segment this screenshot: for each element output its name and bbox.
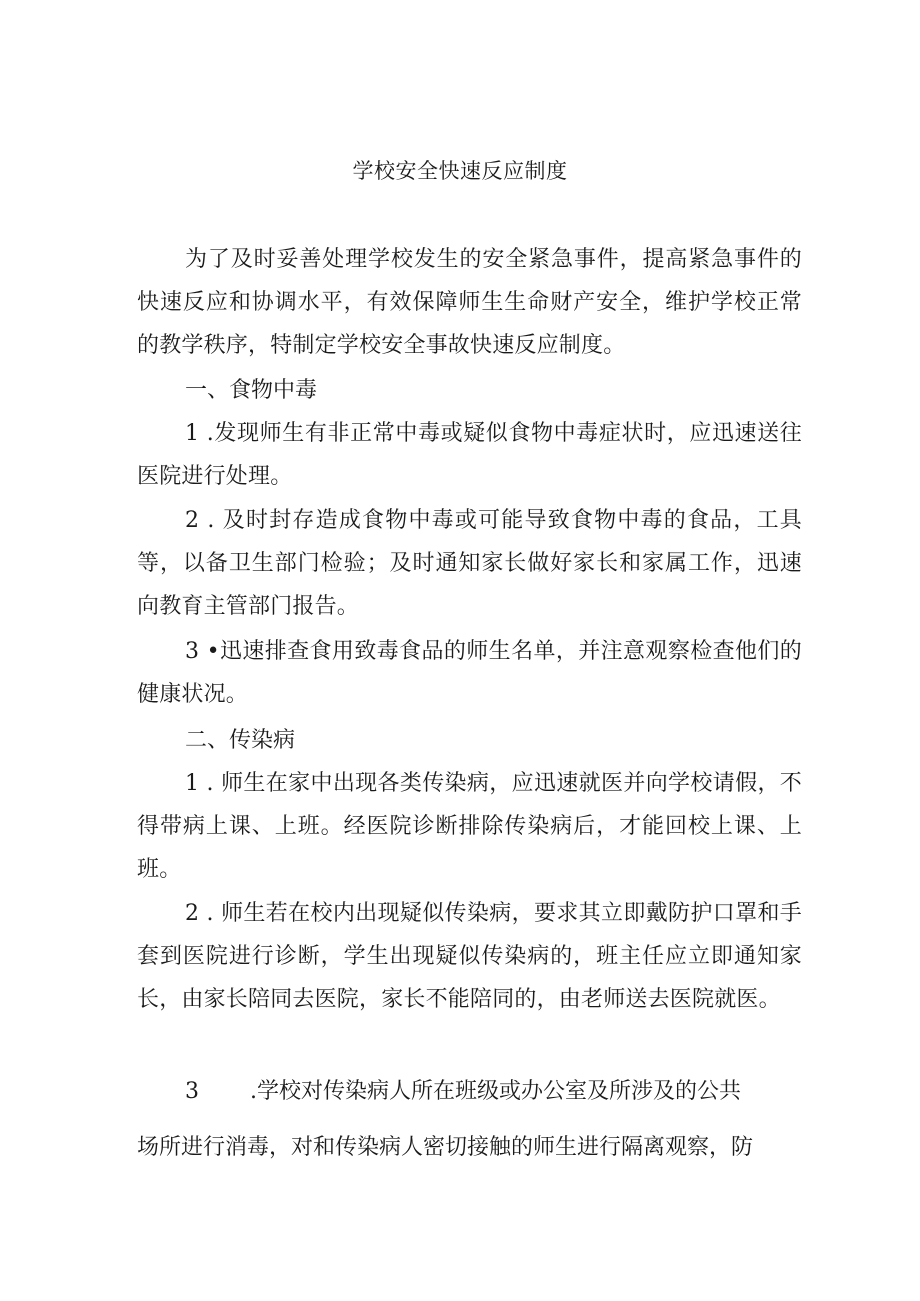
- food-poisoning-item-3: 3 •迅速排查食用致毒食品的师生名单，并注意观察检查他们的健康状况。: [137, 639, 802, 707]
- infectious-disease-item-2: 2 . 师生若在校内出现疑似传染病，要求其立即戴防护口罩和手套到医院进行诊断，学生出现疑似传染病的，班主任应立即通知家长，由家长陪同去医院，家长不能陪同的，由老师送去医院就医。: [137, 901, 802, 1012]
- section-heading-food-poisoning: 一、食物中毒: [185, 378, 318, 403]
- food-poisoning-item-1: 1 .发现师生有非正常中毒或疑似食物中毒症状时，应迅速送往医院进行处理。: [137, 421, 802, 489]
- infectious-disease-item-3-line-1: .学校对传染病人所在班级或办公室及所涉及的公共: [250, 1079, 741, 1104]
- intro-paragraph: 为了及时妥善处理学校发生的安全紧急事件，提高紧急事件的快速反应和协调水平，有效保障师生生命财产安全，维护学校正常的教学秩序，特制定学校安全事故快速反应制度。: [137, 247, 802, 358]
- infectious-disease-item-3-number: 3: [185, 1079, 199, 1104]
- food-poisoning-item-2: 2 . 及时封存造成食物中毒或可能导致食物中毒的食品，工具等，以备卫生部门检验；及时通知家长做好家长和家属工作，迅速向教育主管部门报告。: [137, 508, 802, 619]
- document-title: 学校安全快速反应制度: [352, 159, 568, 183]
- infectious-disease-item-3-line-2: 场所进行消毒，对和传染病人密切接触的师生进行隔离观察，防: [137, 1135, 754, 1160]
- infectious-disease-item-1: 1 . 师生在家中出现各类传染病，应迅速就医并向学校请假，不得带病上课、上班。经医院诊断排除传染病后，才能回校上课、上班。: [137, 771, 802, 882]
- section-heading-infectious-disease: 二、传染病: [185, 728, 296, 753]
